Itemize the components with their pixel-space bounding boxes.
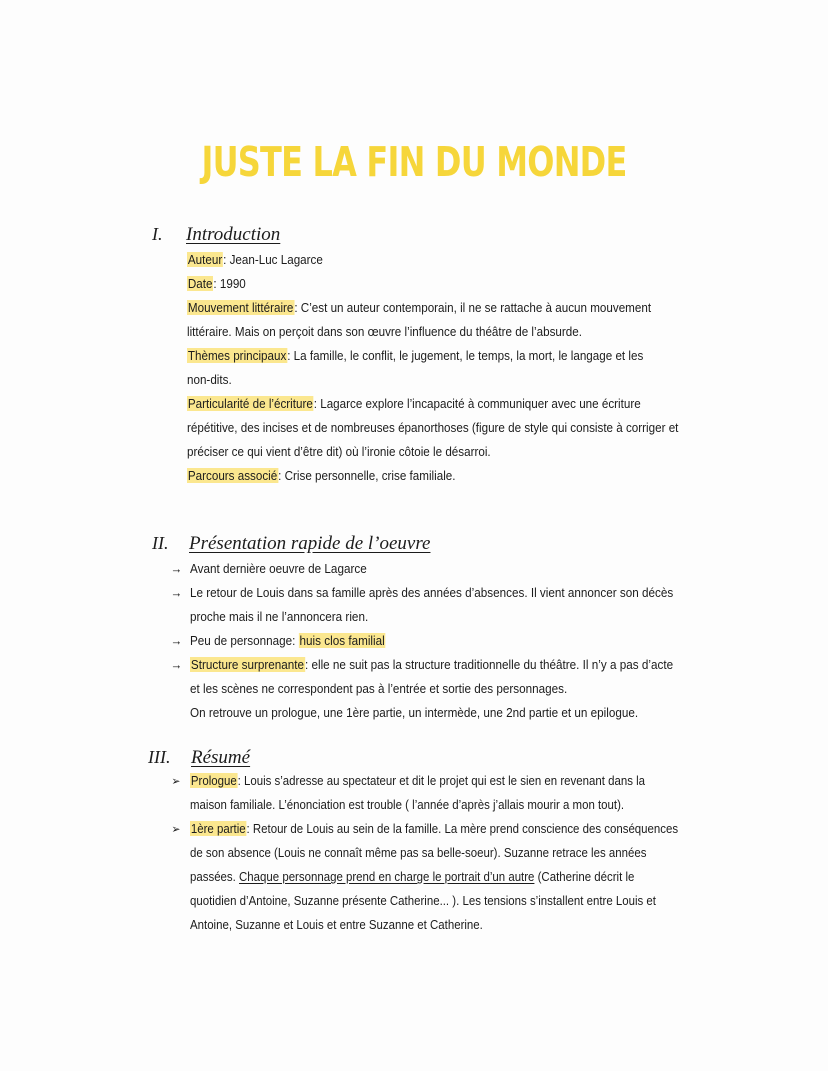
list-item bbox=[170, 557, 673, 581]
bullet-text: Avant dernière oeuvre de Lagarce bbox=[190, 561, 367, 576]
arrow-right-icon: → bbox=[170, 633, 183, 648]
movement-label: Mouvement littéraire bbox=[187, 300, 294, 315]
section-number: I. bbox=[152, 224, 163, 244]
writing-label: Particularité de l’écriture bbox=[187, 396, 313, 411]
writing-line-2: répétitive, des incises et de nombreuses épanorthoses (figure de style qui consiste à corriger et bbox=[187, 420, 679, 435]
themes-line bbox=[187, 344, 678, 368]
date-label: Date bbox=[187, 276, 213, 291]
bullet-text-continued: Antoine, Suzanne et Louis et entre Suzanne et Catherine. bbox=[190, 917, 483, 932]
section-number: III. bbox=[148, 747, 171, 767]
parcours-label: Parcours associé bbox=[187, 468, 278, 483]
prologue-value: : Louis s’adresse au spectateur et dit le projet qui est le sien en revenant dans la bbox=[237, 773, 646, 788]
section-resume bbox=[0, 747, 828, 932]
structure-value: : elle ne suit pas la structure traditionnelle du théâtre. Il n’y a pas d’acte bbox=[304, 657, 674, 672]
themes-label: Thèmes principaux bbox=[187, 348, 287, 363]
themes-line-2: non-dits. bbox=[187, 372, 232, 387]
movement-line-2: littéraire. Mais on perçoit dans son œuvre l’influence du théâtre de l’absurde. bbox=[187, 324, 582, 339]
section-title: Présentation rapide de l’oeuvre bbox=[189, 533, 431, 554]
list-item bbox=[170, 653, 674, 725]
arrow-right-icon: → bbox=[170, 585, 183, 600]
parcours-value: : Crise personnelle, crise familiale. bbox=[278, 468, 456, 483]
bullet-text-continued: proche mais il ne l’annoncera rien. bbox=[190, 609, 369, 624]
parcours-line bbox=[187, 464, 678, 488]
bullet-text bbox=[190, 629, 673, 653]
part1-prefix: passées. bbox=[190, 869, 240, 884]
bullet-text bbox=[190, 817, 678, 841]
section-title: Introduction bbox=[186, 224, 281, 245]
bullet-text-continued: On retrouve un prologue, une 1ère partie, un intermède, une 2nd partie et un epilogue. bbox=[190, 705, 639, 720]
resume-body bbox=[171, 769, 679, 937]
list-item bbox=[170, 581, 674, 629]
writing-value: : Lagarce explore l’incapacité à communiquer avec une écriture bbox=[313, 396, 641, 411]
section-introduction bbox=[0, 224, 828, 483]
bullet-text: Le retour de Louis dans sa famille après des années d’absences. Il vient annoncer son décès bbox=[190, 585, 674, 600]
section-presentation bbox=[0, 533, 828, 720]
bullet-text-continued: et les scènes ne correspondent pas à l’entrée et sortie des personnages. bbox=[190, 681, 568, 696]
bullet-text-continued: de son absence (Louis ne connaît même pas sa belle-soeur). Suzanne retrace les années bbox=[190, 845, 647, 860]
section-title: Résumé bbox=[191, 747, 251, 768]
bullet-text-continued: maison familiale. L’énonciation est trouble ( l’année d’après j’allais mourir a mon tout). bbox=[190, 797, 625, 812]
presentation-body bbox=[170, 557, 674, 725]
intro-body bbox=[187, 248, 678, 488]
bullet-prefix: Peu de personnage: bbox=[190, 633, 299, 648]
arrowhead-bullet-icon: ➢ bbox=[171, 774, 181, 788]
section-number: II. bbox=[152, 533, 169, 553]
part1-label: 1ère partie bbox=[190, 821, 246, 836]
author-line bbox=[187, 248, 678, 272]
structure-label: Structure surprenante bbox=[190, 657, 305, 672]
arrowhead-bullet-icon: ➢ bbox=[171, 822, 181, 836]
list-item bbox=[171, 817, 679, 937]
part1-suffix: (Catherine décrit le bbox=[534, 869, 635, 884]
arrow-right-icon: → bbox=[170, 561, 183, 576]
author-value: : Jean-Luc Lagarce bbox=[223, 252, 323, 267]
author-label: Auteur bbox=[187, 252, 223, 267]
movement-value: : C’est un auteur contemporain, il ne se rattache à aucun mouvement bbox=[294, 300, 652, 315]
arrow-right-icon: → bbox=[170, 657, 183, 672]
bullet-text bbox=[190, 769, 678, 793]
movement-line bbox=[187, 296, 678, 320]
bullet-text bbox=[190, 653, 673, 677]
part1-value: : Retour de Louis au sein de la famille. La mère prend conscience des conséquences bbox=[246, 821, 679, 836]
bullet-text-continued: quotidien d’Antoine, Suzanne présente Catherine... ). Les tensions s’installent entre Louis et bbox=[190, 893, 656, 908]
date-line bbox=[187, 272, 678, 296]
bullet-text-continued bbox=[190, 865, 678, 889]
themes-value: : La famille, le conflit, le jugement, le temps, la mort, le langage et les bbox=[287, 348, 644, 363]
prologue-label: Prologue bbox=[190, 773, 237, 788]
bullet-highlight: huis clos familial bbox=[299, 633, 385, 648]
writing-line-3: préciser ce qui vient d’être dit) où l’ironie côtoie le désarroi. bbox=[187, 444, 491, 459]
list-item bbox=[170, 629, 673, 653]
writing-line bbox=[187, 392, 678, 416]
part1-underlined: Chaque personnage prend en charge le portrait d’un autre bbox=[239, 869, 535, 884]
date-value: : 1990 bbox=[213, 276, 246, 291]
list-item bbox=[171, 769, 678, 817]
document-title: JUSTE LA FIN DU MONDE bbox=[201, 138, 627, 186]
